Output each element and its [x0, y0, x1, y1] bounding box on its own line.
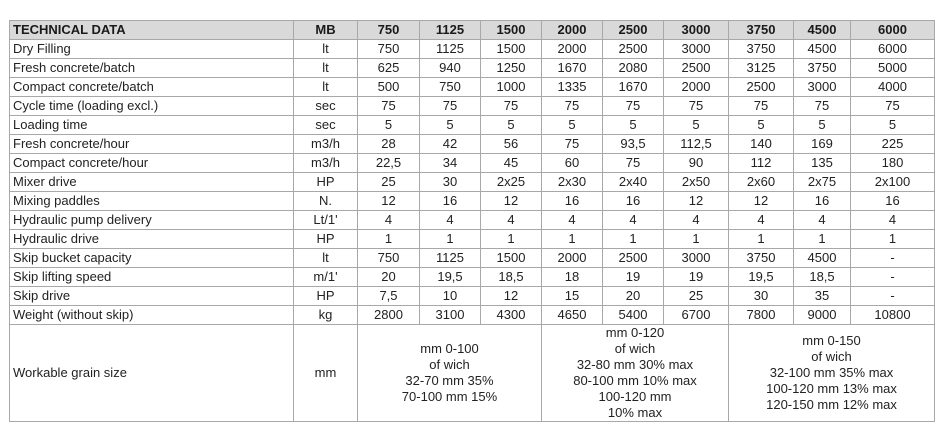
row-unit: kg [294, 306, 358, 325]
value-cell: 2000 [664, 78, 729, 97]
value-cell: 42 [420, 135, 481, 154]
model-header: 1500 [481, 21, 542, 40]
value-cell: 2x30 [542, 173, 603, 192]
table-row [10, 249, 935, 268]
value-cell: 2x50 [664, 173, 729, 192]
value-cell: 7,5 [358, 287, 420, 306]
value-cell: 3750 [794, 59, 851, 78]
row-unit: sec [294, 97, 358, 116]
technical-data-container [9, 20, 935, 422]
value-cell: 12 [664, 192, 729, 211]
value-cell: 1 [420, 230, 481, 249]
model-header: 4500 [794, 21, 851, 40]
value-cell: 500 [358, 78, 420, 97]
value-cell: 75 [420, 97, 481, 116]
row-unit: Lt/1' [294, 211, 358, 230]
value-cell: 75 [542, 97, 603, 116]
grain-line: 100-120 mm 13% max [766, 381, 897, 396]
value-cell: 75 [358, 97, 420, 116]
value-cell: 5400 [603, 306, 664, 325]
value-cell: 25 [358, 173, 420, 192]
header-row [10, 21, 935, 40]
row-unit: N. [294, 192, 358, 211]
row-label: Hydraulic drive [10, 230, 294, 249]
value-cell: 75 [794, 97, 851, 116]
grain-group-cell [542, 325, 729, 422]
grain-line: mm 0-100 [420, 341, 479, 356]
value-cell: 12 [481, 287, 542, 306]
value-cell: 56 [481, 135, 542, 154]
value-cell: 2500 [603, 40, 664, 59]
row-label: Cycle time (loading excl.) [10, 97, 294, 116]
grain-line: 100-120 mm [598, 389, 672, 404]
value-cell: 4 [358, 211, 420, 230]
value-cell: 2x25 [481, 173, 542, 192]
value-cell: 5000 [851, 59, 935, 78]
model-header: 3000 [664, 21, 729, 40]
value-cell: 2500 [729, 78, 794, 97]
value-cell: 75 [851, 97, 935, 116]
row-unit: lt [294, 59, 358, 78]
value-cell: 4 [664, 211, 729, 230]
table-row [10, 59, 935, 78]
value-cell: 10800 [851, 306, 935, 325]
value-cell: 2500 [603, 249, 664, 268]
value-cell: 1500 [481, 40, 542, 59]
value-cell: 6700 [664, 306, 729, 325]
table-row [10, 173, 935, 192]
row-unit: lt [294, 40, 358, 59]
value-cell: 9000 [794, 306, 851, 325]
value-cell: 25 [664, 287, 729, 306]
value-cell: 4300 [481, 306, 542, 325]
value-cell: 2000 [542, 40, 603, 59]
value-cell: 940 [420, 59, 481, 78]
row-label: Skip lifting speed [10, 268, 294, 287]
value-cell: 3750 [729, 40, 794, 59]
value-cell: 5 [358, 116, 420, 135]
grain-group-cell [358, 325, 542, 422]
value-cell: 18,5 [794, 268, 851, 287]
value-cell: 2x40 [603, 173, 664, 192]
row-unit: mm [294, 325, 358, 422]
value-cell: 135 [794, 154, 851, 173]
value-cell: 90 [664, 154, 729, 173]
value-cell: 750 [358, 249, 420, 268]
value-cell: 45 [481, 154, 542, 173]
value-cell: 1 [729, 230, 794, 249]
table-title: TECHNICAL DATA [10, 21, 294, 40]
value-cell: 2x60 [729, 173, 794, 192]
model-header: 2000 [542, 21, 603, 40]
grain-line: 80-100 mm 10% max [573, 373, 697, 388]
row-unit: HP [294, 173, 358, 192]
value-cell: 19,5 [420, 268, 481, 287]
table-row [10, 192, 935, 211]
grain-line: 32-80 mm 30% max [576, 357, 694, 372]
value-cell: 1 [794, 230, 851, 249]
model-header: 6000 [851, 21, 935, 40]
value-cell: 30 [420, 173, 481, 192]
model-header: 750 [358, 21, 420, 40]
row-unit: lt [294, 78, 358, 97]
table-row [10, 154, 935, 173]
grain-line: mm 0-120 [605, 325, 665, 340]
table-row [10, 230, 935, 249]
value-cell: 2000 [542, 249, 603, 268]
row-unit: m3/h [294, 135, 358, 154]
table-row [10, 40, 935, 59]
value-cell: - [851, 268, 935, 287]
value-cell: 1000 [481, 78, 542, 97]
value-cell: 15 [542, 287, 603, 306]
value-cell: 1 [481, 230, 542, 249]
value-cell: 4 [794, 211, 851, 230]
value-cell: 4 [851, 211, 935, 230]
value-cell: - [851, 249, 935, 268]
table-row [10, 268, 935, 287]
model-header: 2500 [603, 21, 664, 40]
row-label: Mixing paddles [10, 192, 294, 211]
value-cell: 3000 [794, 78, 851, 97]
row-unit: m/1' [294, 268, 358, 287]
grain-line: of wich [614, 341, 656, 356]
grain-line: of wich [811, 349, 852, 364]
value-cell: 3750 [729, 249, 794, 268]
value-cell: 60 [542, 154, 603, 173]
table-row [10, 135, 935, 154]
row-label: Compact concrete/hour [10, 154, 294, 173]
value-cell: 225 [851, 135, 935, 154]
value-cell: 4 [420, 211, 481, 230]
row-label: Loading time [10, 116, 294, 135]
value-cell: 750 [420, 78, 481, 97]
row-unit: HP [294, 287, 358, 306]
value-cell: 4650 [542, 306, 603, 325]
grain-line: of wich [429, 357, 470, 372]
value-cell: 2x100 [851, 173, 935, 192]
value-cell: 10 [420, 287, 481, 306]
row-unit: lt [294, 249, 358, 268]
table-row [10, 287, 935, 306]
value-cell: 28 [358, 135, 420, 154]
value-cell: 19 [603, 268, 664, 287]
value-cell: 75 [603, 97, 664, 116]
row-unit: m3/h [294, 154, 358, 173]
value-cell: 4000 [851, 78, 935, 97]
value-cell: 19 [664, 268, 729, 287]
value-cell: 1125 [420, 40, 481, 59]
value-cell: 16 [542, 192, 603, 211]
value-cell: 20 [603, 287, 664, 306]
value-cell: 16 [603, 192, 664, 211]
value-cell: 2500 [664, 59, 729, 78]
value-cell: 30 [729, 287, 794, 306]
value-cell: 625 [358, 59, 420, 78]
row-label: Workable grain size [10, 325, 294, 422]
value-cell: 4500 [794, 40, 851, 59]
unit-header: MB [294, 21, 358, 40]
row-label: Fresh concrete/hour [10, 135, 294, 154]
grain-line: 120-150 mm 12% max [766, 397, 897, 412]
table-row [10, 97, 935, 116]
grain-line: 10% max [607, 405, 663, 420]
value-cell: 2800 [358, 306, 420, 325]
table-row [10, 116, 935, 135]
table-body [10, 40, 935, 422]
value-cell: 5 [603, 116, 664, 135]
table-row [10, 211, 935, 230]
value-cell: 12 [729, 192, 794, 211]
table-row [10, 78, 935, 97]
grain-size-row [10, 325, 935, 422]
value-cell: 5 [851, 116, 935, 135]
grain-line: 70-100 mm 15% [401, 389, 498, 404]
grain-line: 32-70 mm 35% [405, 373, 494, 388]
grain-line: mm 0-150 [802, 333, 861, 348]
value-cell: 75 [729, 97, 794, 116]
value-cell: 1335 [542, 78, 603, 97]
value-cell: 112 [729, 154, 794, 173]
value-cell: 75 [664, 97, 729, 116]
row-label: Fresh concrete/batch [10, 59, 294, 78]
value-cell: 75 [481, 97, 542, 116]
value-cell: 140 [729, 135, 794, 154]
value-cell: 3000 [664, 249, 729, 268]
value-cell: 16 [420, 192, 481, 211]
row-label: Hydraulic pump delivery [10, 211, 294, 230]
value-cell: 4 [542, 211, 603, 230]
value-cell: 75 [542, 135, 603, 154]
value-cell: 1500 [481, 249, 542, 268]
value-cell: 5 [420, 116, 481, 135]
value-cell: 3125 [729, 59, 794, 78]
technical-data-table [9, 20, 935, 422]
value-cell: 1 [664, 230, 729, 249]
model-header: 1125 [420, 21, 481, 40]
value-cell: 2x75 [794, 173, 851, 192]
row-unit: HP [294, 230, 358, 249]
row-unit: sec [294, 116, 358, 135]
row-label: Weight (without skip) [10, 306, 294, 325]
value-cell: 1 [358, 230, 420, 249]
value-cell: 5 [729, 116, 794, 135]
row-label: Mixer drive [10, 173, 294, 192]
value-cell: 2080 [603, 59, 664, 78]
value-cell: 1670 [542, 59, 603, 78]
value-cell: 34 [420, 154, 481, 173]
value-cell: 75 [603, 154, 664, 173]
grain-line: 32-100 mm 35% max [769, 365, 894, 380]
value-cell: 12 [358, 192, 420, 211]
value-cell: 4 [481, 211, 542, 230]
value-cell: 35 [794, 287, 851, 306]
value-cell: 12 [481, 192, 542, 211]
value-cell: 112,5 [664, 135, 729, 154]
value-cell: 22,5 [358, 154, 420, 173]
value-cell: 5 [664, 116, 729, 135]
value-cell: 1250 [481, 59, 542, 78]
value-cell: 1670 [603, 78, 664, 97]
table-row [10, 306, 935, 325]
value-cell: 5 [542, 116, 603, 135]
value-cell: 20 [358, 268, 420, 287]
value-cell: 3000 [664, 40, 729, 59]
value-cell: 7800 [729, 306, 794, 325]
value-cell: 1 [851, 230, 935, 249]
value-cell: 4500 [794, 249, 851, 268]
grain-group-cell [729, 325, 935, 422]
value-cell: 18,5 [481, 268, 542, 287]
model-header: 3750 [729, 21, 794, 40]
value-cell: 1125 [420, 249, 481, 268]
value-cell: 19,5 [729, 268, 794, 287]
value-cell: - [851, 287, 935, 306]
value-cell: 180 [851, 154, 935, 173]
value-cell: 1 [603, 230, 664, 249]
value-cell: 750 [358, 40, 420, 59]
row-label: Skip bucket capacity [10, 249, 294, 268]
row-label: Skip drive [10, 287, 294, 306]
value-cell: 169 [794, 135, 851, 154]
value-cell: 1 [542, 230, 603, 249]
value-cell: 18 [542, 268, 603, 287]
value-cell: 16 [794, 192, 851, 211]
value-cell: 4 [603, 211, 664, 230]
value-cell: 16 [851, 192, 935, 211]
row-label: Dry Filling [10, 40, 294, 59]
value-cell: 93,5 [603, 135, 664, 154]
value-cell: 5 [794, 116, 851, 135]
value-cell: 5 [481, 116, 542, 135]
value-cell: 6000 [851, 40, 935, 59]
row-label: Compact concrete/batch [10, 78, 294, 97]
value-cell: 3100 [420, 306, 481, 325]
value-cell: 4 [729, 211, 794, 230]
